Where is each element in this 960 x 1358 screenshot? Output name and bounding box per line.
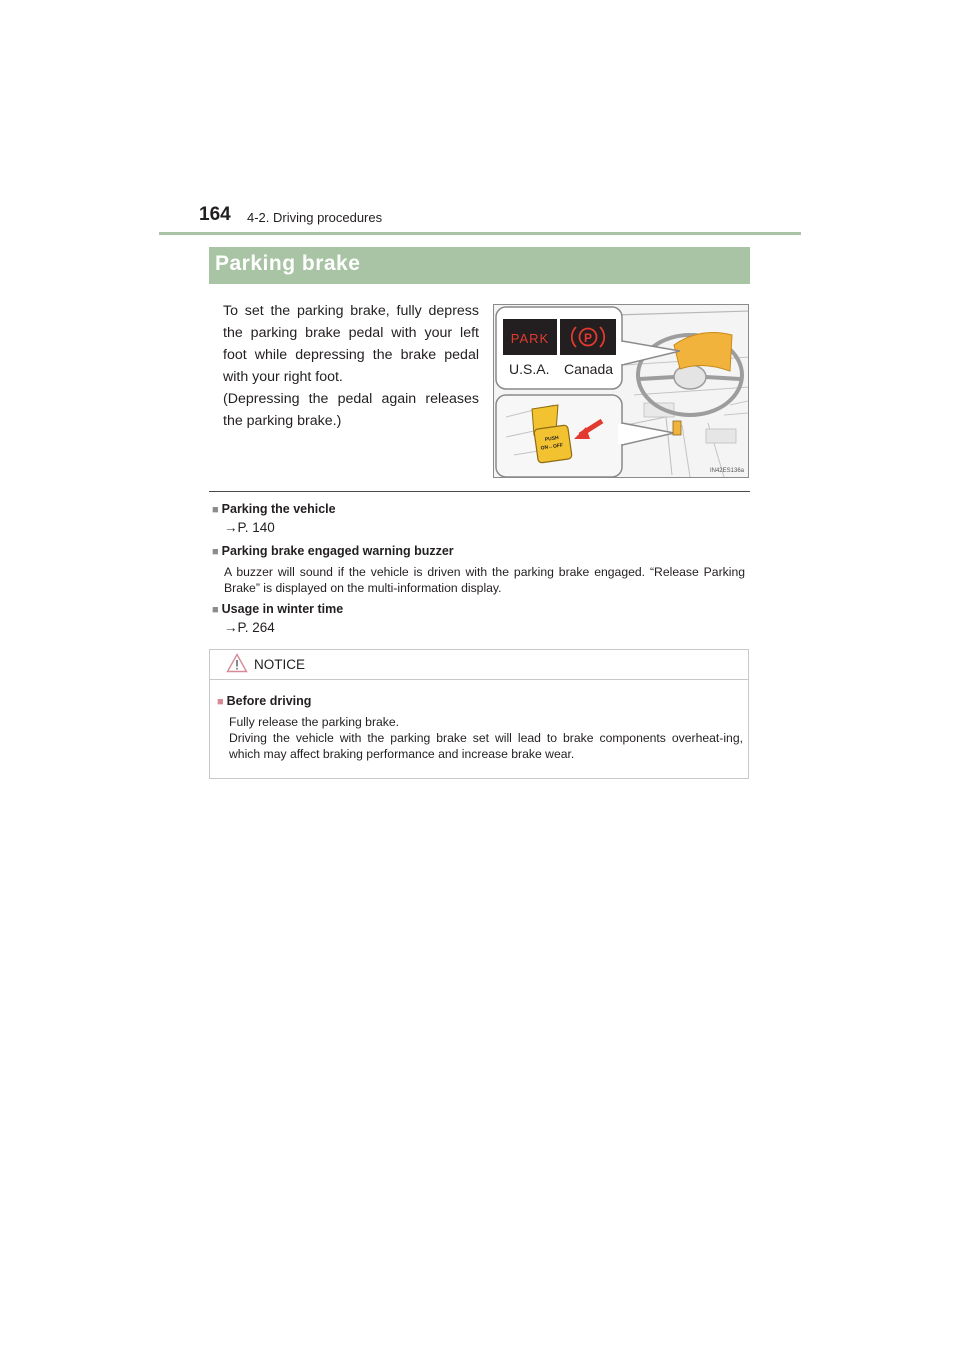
note-warning-buzzer: [212, 544, 752, 596]
intro-text: [223, 300, 479, 432]
page-number: 164: [199, 204, 231, 225]
intro-paragraph-2: (Depressing the pedal again releases the parking brake.): [223, 391, 479, 429]
square-bullet-icon: ■: [212, 604, 219, 616]
note-body: →P. 140: [224, 520, 275, 535]
notice-line-2: Driving the vehicle with the parking brake set will lead to brake components overheat-ing, which may affect braking performance and increase brake wear.: [229, 731, 743, 761]
section-title-bar: [209, 247, 750, 284]
notice-text: [229, 714, 743, 762]
section-separator: [209, 491, 750, 492]
svg-text:P: P: [583, 331, 593, 345]
pedal-push-text: PUSH: [544, 435, 560, 443]
notice-box: [209, 649, 749, 779]
label-canada: Canada: [564, 361, 614, 377]
notice-title: NOTICE: [254, 657, 306, 672]
note-heading: Parking brake engaged warning buzzer: [221, 544, 454, 558]
label-usa: U.S.A.: [509, 361, 550, 377]
notice-heading: Before driving: [226, 694, 312, 708]
parking-brake-illustration: [493, 304, 749, 478]
section-breadcrumb: 4-2. Driving procedures: [247, 210, 383, 225]
notice-header: [210, 650, 748, 680]
note-body: →P. 264: [224, 620, 275, 635]
square-bullet-icon: ■: [212, 504, 219, 516]
section-title: Parking brake: [215, 252, 361, 275]
square-bullet-icon: ■: [212, 546, 219, 558]
notice-line-1: Fully release the parking brake.: [229, 715, 400, 729]
note-heading: Usage in winter time: [221, 602, 344, 616]
pedal-onoff-text: ON↔OFF: [540, 442, 564, 452]
dashboard-drawing: [494, 305, 749, 478]
note-body: A buzzer will sound if the vehicle is driven with the parking brake engaged. “Release Parking Brake” is displayed on the multi-information display.: [224, 565, 745, 595]
header-rule: [159, 232, 801, 235]
note-heading: Parking the vehicle: [221, 502, 336, 516]
park-lamp-text: PARK: [510, 331, 550, 346]
square-bullet-icon: ■: [217, 696, 224, 708]
warning-triangle-icon: [226, 653, 248, 673]
intro-paragraph-1: To set the parking brake, fully depress the parking brake pedal with your left foot while depressing the brake pedal with your right foot.: [223, 303, 479, 385]
figure-code: IN42ES136a: [709, 468, 744, 474]
note-winter-time: [212, 602, 752, 636]
note-parking-vehicle: [212, 502, 752, 536]
